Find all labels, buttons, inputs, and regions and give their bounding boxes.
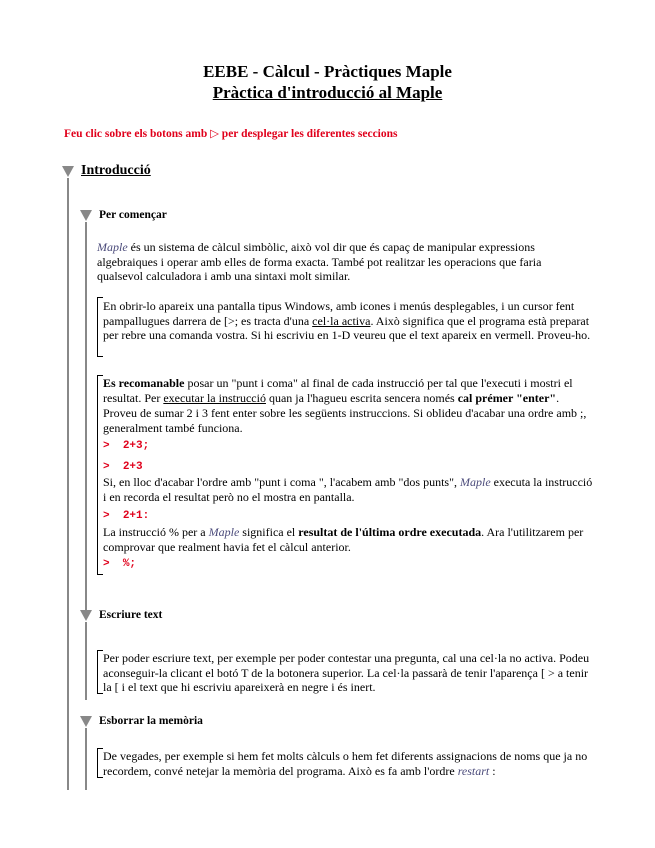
maple-name: Maple <box>459 475 491 489</box>
page-title: EEBE - Càlcul - Pràctiques Maple <box>203 62 452 81</box>
paragraph-recommend <box>103 376 593 405</box>
restart-command: restart <box>457 763 490 778</box>
prompt-symbol: > <box>103 558 110 570</box>
prompt-symbol: > <box>103 510 110 522</box>
subsection-title-escriure-text[interactable]: Escriure text <box>99 609 163 621</box>
subsection-toggle-icon[interactable] <box>80 210 92 221</box>
subsection-bracket-line <box>85 728 87 790</box>
active-cell-term: cel·la activa <box>312 313 371 328</box>
bold-text: resultat de l'última ordre executada <box>298 525 482 539</box>
subsection-bracket-line <box>85 222 87 618</box>
paragraph-intro <box>97 240 587 284</box>
prompt-symbol: > <box>103 440 110 452</box>
bold-text: Es recomanable <box>103 376 185 390</box>
maple-name: Maple <box>97 240 128 254</box>
input-cell-3[interactable] <box>103 510 149 522</box>
paragraph-text: és un sistema de càlcul simbòlic, això vol dir que és capaç de manipular expressions algebraiques i operar amb elles de forma exacta. També pot realitzar les operacions que faria qualsevol calculadora i amb una sintaxi molt similar. <box>97 240 542 283</box>
paragraph-text: significa el <box>239 525 299 539</box>
subsection-toggle-icon[interactable] <box>80 610 92 621</box>
maple-name: Maple <box>208 525 240 539</box>
code-text: 2+3 <box>122 461 143 473</box>
subsection-bracket-line <box>85 622 87 700</box>
input-cell-4[interactable] <box>103 558 136 570</box>
execute-term: executar la instrucció <box>163 390 266 405</box>
paragraph-text: . Això significa que el programa està preparat per rebre una comanda vostra. Si hi escriviu en 1-D veureu que el text apareix en vermell. Proveu-ho. <box>103 313 591 342</box>
bold-text: cal prémer "enter" <box>457 390 557 405</box>
paragraph-text: : <box>489 763 496 778</box>
paragraph-open <box>103 299 593 343</box>
code-text: 2+3; <box>122 440 150 452</box>
paragraph-write-text: Per poder escriure text, per exemple per poder contestar una pregunta, cal una cel·la no activa. Podeu aconseguir-la clicant el botó T de la botonera superior. La cel·la passarà de tenir l'aparença [ > a tenir la [ i el text que hi escriviu apareixerà en negre i és inert. <box>103 651 590 694</box>
code-text: %; <box>122 558 137 570</box>
input-cell-2[interactable] <box>103 461 143 473</box>
paragraph-restart <box>103 749 593 778</box>
input-cell-1[interactable] <box>103 440 149 452</box>
subsection-title-per-comencar[interactable]: Per començar <box>99 209 167 221</box>
paragraph-text: . <box>556 390 560 405</box>
section-title-introduccio[interactable]: Introducció <box>81 163 151 178</box>
paragraph-text: quan ja l'hagueu escrita sencera només <box>265 390 458 405</box>
paragraph-colon <box>103 475 593 504</box>
section-bracket-line <box>67 178 69 790</box>
paragraph-text: executa la instrucció i en recorda el resultat però no el mostra en pantalla. <box>103 475 593 504</box>
page-subtitle: Pràctica d'introducció al Maple <box>212 83 443 102</box>
paragraph-text: De vegades, per exemple si hem fet molts càlculs o hem fet diferents assignacions de noms que ja no recordem, convé netejar la memòria del programa. Això es fa amb l'ordre <box>103 749 588 778</box>
paragraph-try-sum: Proveu de sumar 2 i 3 fent enter sobre les següents instruccions. Si oblideu d'acabar una ordre amb ;, generalment també funciona. <box>103 406 587 435</box>
paragraph-text: Si, en lloc d'acabar l'ordre amb "punt i coma ", l'acabem amb "dos punts", <box>103 475 460 489</box>
paragraph-text: La instrucció % per a <box>103 525 209 539</box>
prompt-symbol: > <box>103 461 110 473</box>
code-text: 2+1: <box>122 510 150 522</box>
paragraph-text: En obrir-lo apareix una pantalla tipus Windows, amb icones i menús desplegables, i un cursor fent pampallugues darrera de [>; es tracta d'una <box>103 299 575 328</box>
subsection-toggle-icon[interactable] <box>80 716 92 727</box>
paragraph-percent <box>103 525 593 554</box>
subsection-title-esborrar-memoria[interactable]: Esborrar la memòria <box>99 715 203 727</box>
instruction-hint: Feu clic sobre els botons amb ▷ per desplegar les diferentes seccions <box>64 128 398 140</box>
paragraph-text: . Ara l'utilitzarem per comprovar que realment havia fet el càlcul anterior. <box>103 525 584 554</box>
section-toggle-icon[interactable] <box>62 166 74 177</box>
paragraph-text: posar un "punt i coma" al final de cada instrucció per tal que l'executi i mostri el resultat. Per <box>103 376 573 405</box>
